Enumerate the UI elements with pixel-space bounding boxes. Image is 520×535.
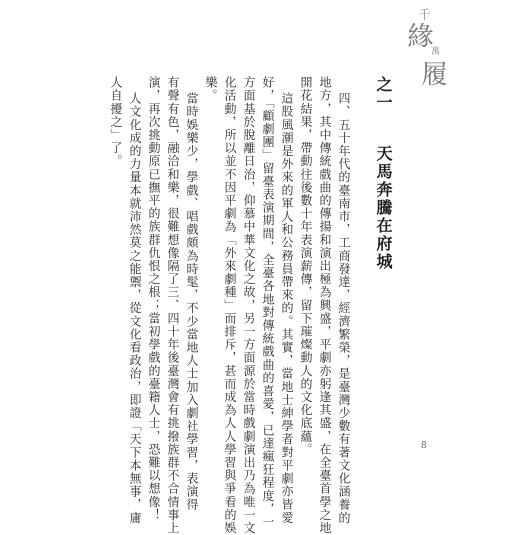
text-column-8: 樂。	[204, 76, 218, 103]
text-column-4: 這股風潮是外來的軍人和公務員帶來的。其實，當地士紳學者對平劇亦皆愛	[280, 92, 294, 525]
text-column-1: 四、五十年代的臺南市，工商發達，經濟繁榮，是臺灣少數有著文化涵養的	[337, 92, 351, 525]
page-number: 8	[421, 441, 427, 451]
text-column-3: 開花結果，帶動往後數十年表演薪傳，留下璀燦動人的文化底蘊。	[299, 76, 313, 456]
text-column-6: 方面基於脫離日治，仰慕中華文化之故，另一方面源於當時戲劇演出乃為唯一文	[242, 76, 256, 535]
text-column-13: 人自擾之」了。	[109, 76, 123, 168]
series-logo	[398, 8, 446, 100]
logo-char-2: 緣	[403, 22, 433, 48]
chapter-heading	[372, 76, 395, 271]
chapter-title: 天馬奔騰在府城	[374, 145, 393, 271]
text-column-7: 化活動，所以並不因平劇為「外來劇種」而排斥，甚而成為人人學習與爭看的娛	[223, 76, 237, 535]
text-column-10: 有聲有色，融洽和樂，很難想像隔了三、四十年後臺灣會有挑撥族群不合情事上	[166, 76, 180, 535]
text-column-5: 好，「顧劇團」留臺表演期間，全臺各地對傳統戲曲的喜愛，已達瘋狂程度，一	[261, 76, 275, 529]
text-column-9: 當時娛樂少，學戲、唱戲頗為時髦，不少當地人士加入劇社學習，表演得	[185, 92, 199, 512]
logo-char-3: 萬	[429, 46, 439, 55]
logo-char-1: 千	[417, 8, 431, 20]
chapter-number: 之一	[374, 76, 393, 112]
logo-char-4: 履	[417, 60, 447, 86]
text-column-2: 地方，其中傳統戲曲的傳揚和演出極為興盛，平劇亦躬逢其盛，在全臺首學之地	[318, 76, 332, 535]
text-column-12: 人文化成的力量本就沛然莫之能禦，從文化看政治，即證「天下本無事，庸	[128, 92, 142, 525]
text-column-11: 演，再次挑動原已撫平的族群仇恨之根；當初學戲的臺籍人士，恐難以想像！	[147, 76, 161, 522]
